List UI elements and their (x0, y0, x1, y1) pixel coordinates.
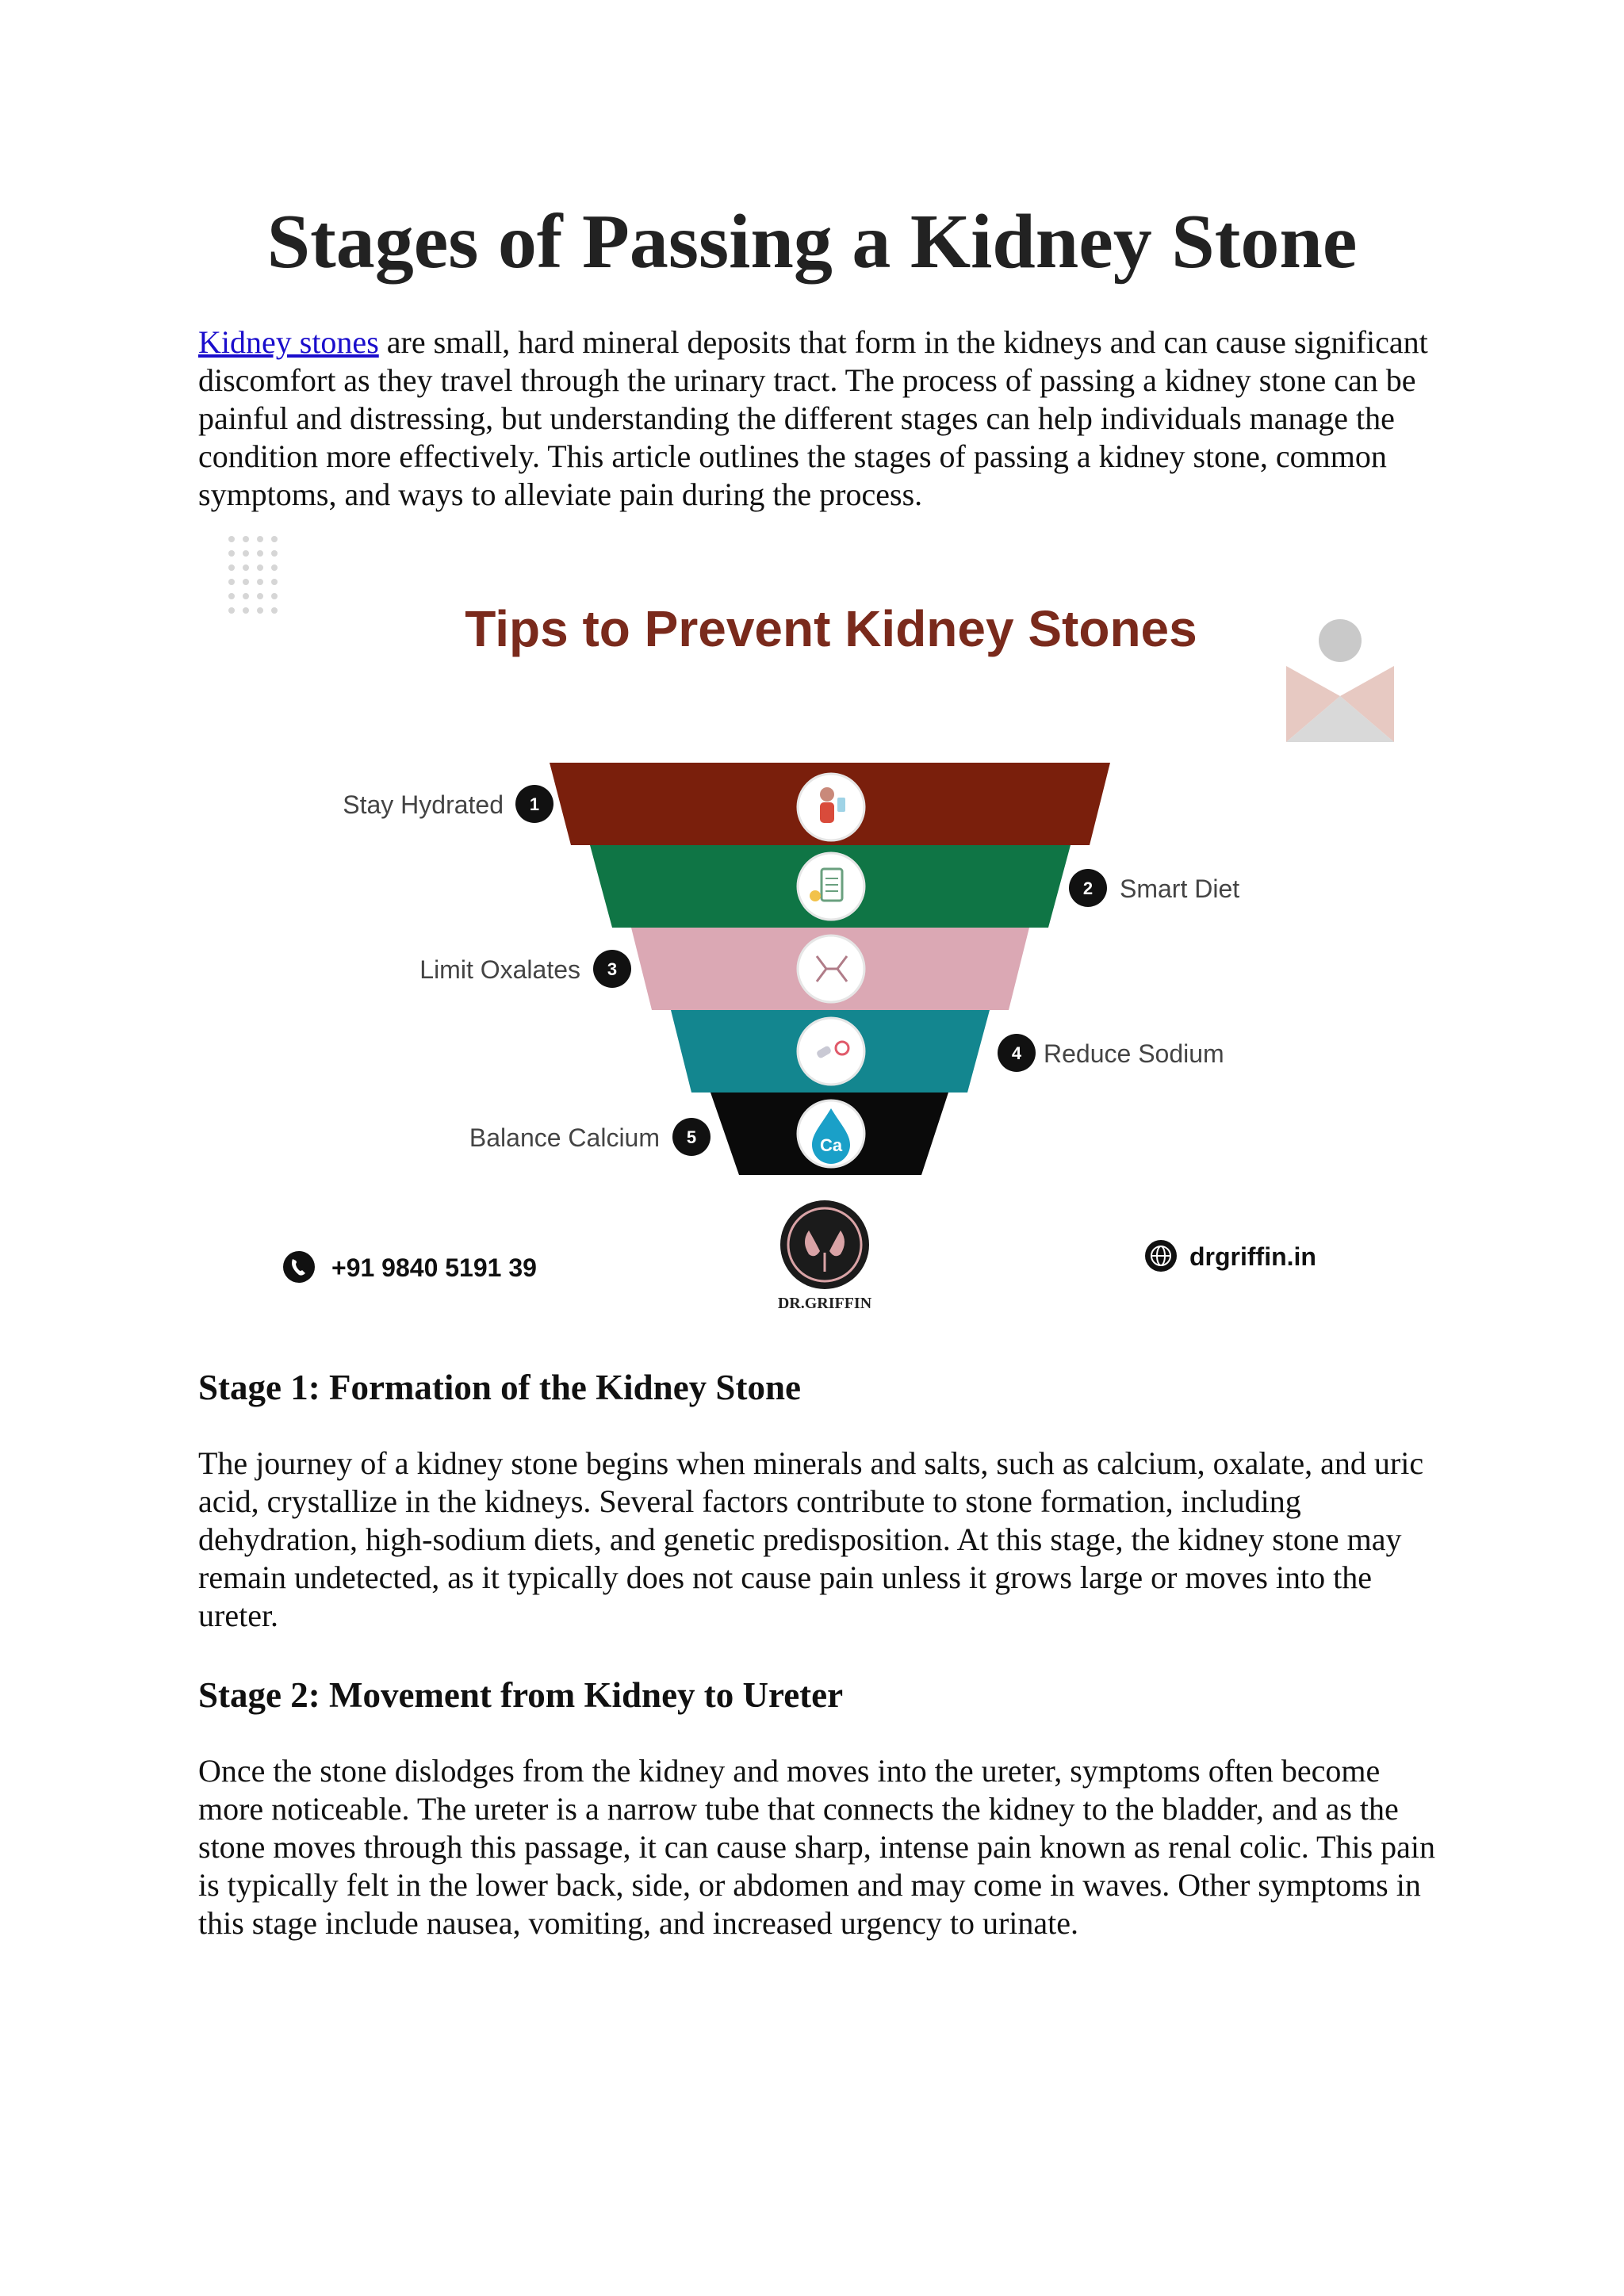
water-glass-icon (798, 774, 864, 840)
intro-paragraph (198, 323, 1451, 514)
tip-number-5: 5 (686, 1127, 697, 1147)
tip-number-1: 1 (529, 794, 540, 814)
tip-label-3: Limit Oxalates (419, 955, 580, 984)
stage1-heading: Stage 1: Formation of the Kidney Stone (198, 1368, 801, 1407)
infographic-heading: Tips to Prevent Kidney Stones (465, 600, 1197, 657)
website-link[interactable]: drgriffin.in (1189, 1242, 1316, 1271)
tip-label-2: Smart Diet (1120, 874, 1240, 903)
phone-icon (283, 1251, 315, 1283)
globe-icon (1145, 1240, 1177, 1272)
tip-label-4: Reduce Sodium (1044, 1039, 1224, 1068)
tip-number-4: 4 (1011, 1043, 1022, 1063)
calcium-symbol: Ca (819, 1135, 843, 1155)
diet-plan-icon (798, 853, 864, 920)
page-title: Stages of Passing a Kidney Stone (266, 199, 1358, 285)
intro-text: are small, hard mineral deposits that form in the kidneys and can cause significant discomfort as they travel through the urinary tract. The process of passing a kidney stone can be painful and distressing, but understanding the different stages can help individuals manage the condition more effectively. This article outlines the stages of passing a kidney stone, common symptoms, and ways to alleviate pain during the process. (198, 324, 1428, 512)
dr-griffin-logo (780, 1200, 869, 1289)
stage2-heading: Stage 2: Movement from Kidney to Ureter (198, 1675, 844, 1715)
stage2-paragraph: Once the stone dislodges from the kidney and moves into the ureter, symptoms often become more noticeable. The ureter is a narrow tube that connects the kidney to the bladder, and as the stone moves through this passage, it can cause sharp, intense pain known as renal colic. This pain is typically felt in the lower back, side, or abdomen and may come in waves. Other symptoms in this stage include nausea, vomiting, and increased urgency to urinate. (198, 1753, 1435, 1941)
salt-icon (798, 1018, 864, 1085)
kidney-stones-link[interactable]: Kidney stones (198, 324, 379, 360)
logo-caption: DR.GRIFFIN (777, 1295, 872, 1312)
brand-mark-icon (1286, 619, 1394, 742)
dot-grid-decoration (228, 536, 278, 614)
tip-number-2: 2 (1082, 878, 1094, 898)
tip-number-3: 3 (607, 959, 618, 979)
tip-label-5: Balance Calcium (469, 1123, 660, 1152)
calcium-drop-icon (798, 1100, 864, 1167)
phone-number: +91 9840 5191 39 (331, 1253, 537, 1282)
stage1-paragraph: The journey of a kidney stone begins when minerals and salts, such as calcium, oxalate, and uric acid, crystallize in the kidneys. Several factors contribute to stone formation, including dehydration, high-sodium diets, and genetic predisposition. At this stage, the kidney stone may remain undetected, as it typically does not cause pain unless it grows large or moves into the ureter. (198, 1445, 1424, 1633)
prevention-infographic (0, 523, 1624, 1332)
oxalate-molecule-icon (798, 936, 864, 1002)
tip-label-1: Stay Hydrated (343, 790, 504, 819)
